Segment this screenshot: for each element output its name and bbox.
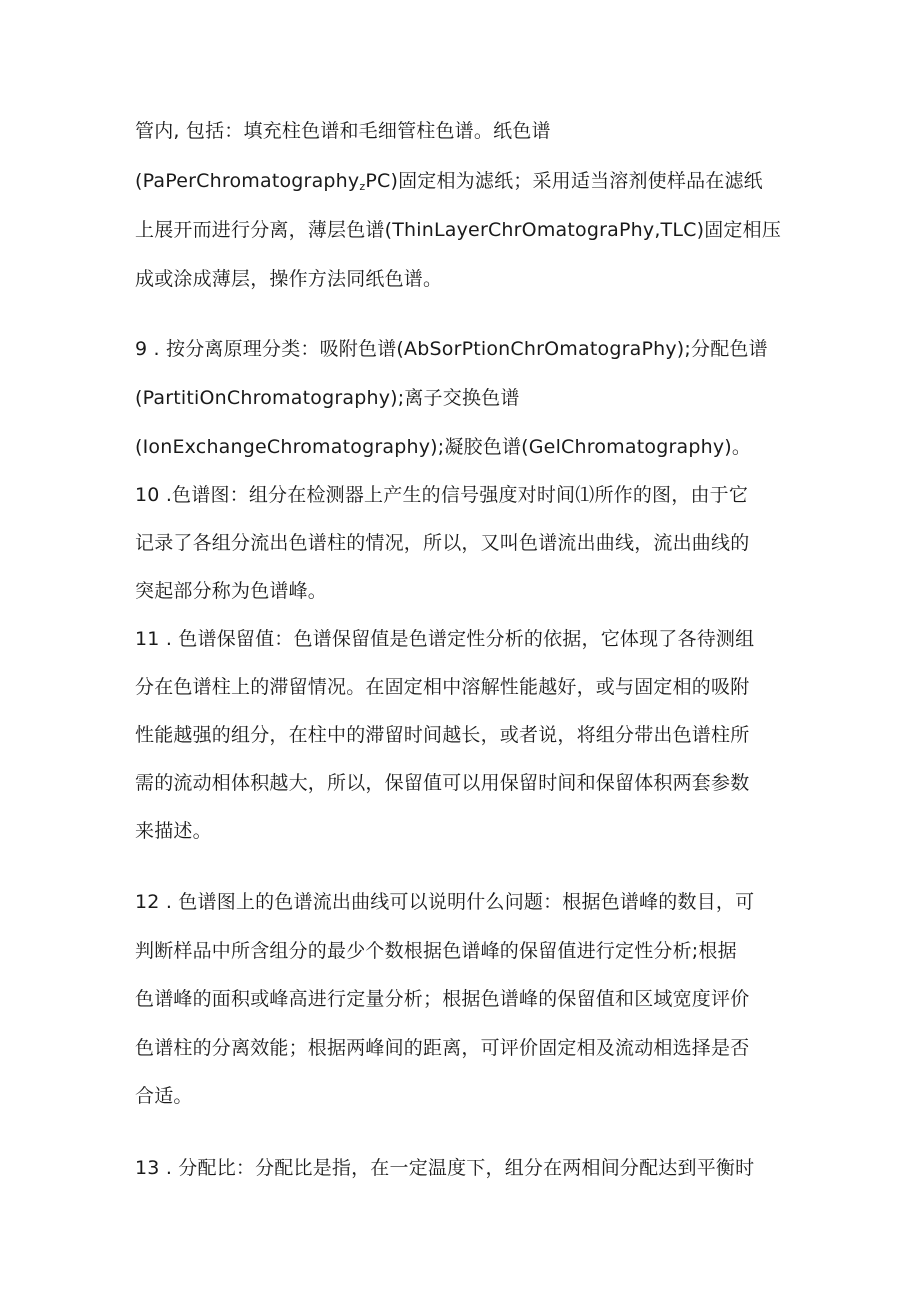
text-line: 管内, 包括：填充柱色谱和毛细管柱色谱。纸色谱: [135, 120, 551, 142]
text-line: 突起部分称为色谱峰。: [135, 580, 328, 602]
text-line: (IonExchangeChromatography);凝胶色谱(GelChromatography)。: [135, 436, 752, 458]
text-line: 上展开而进行分离，薄层色谱(ThinLayerChrOmatograPhy,TLC)固定相压: [135, 219, 782, 241]
text-line: 合适。: [135, 1085, 193, 1107]
text-line: 12 . 色谱图上的色谱流出曲线可以说明什么问题：根据色谱峰的数目，可: [135, 891, 755, 913]
text-line: 成或涂成薄层，操作方法同纸色谱。: [135, 268, 443, 290]
text-line: 记录了各组分流出色谱柱的情况，所以，又叫色谱流出曲线，流出曲线的: [135, 532, 750, 554]
text-line: 来描述。: [135, 820, 212, 842]
text-line: 10 .色谱图：组分在检测器上产生的信号强度对时间⑴所作的图，由于它: [135, 484, 749, 506]
text-line: 13 . 分配比：分配比是指，在一定温度下，组分在两相间分配达到平衡时: [135, 1157, 755, 1179]
text-line: 需的流动相体积越大，所以，保留值可以用保留时间和保留体积两套参数: [135, 772, 750, 794]
text-line: 判断样品中所含组分的最少个数根据色谱峰的保留值进行定性分析;根据: [135, 940, 737, 962]
text-span: PC)固定相为滤纸；采用适当溶剂使样品在滤纸: [365, 170, 763, 192]
text-line: 9 . 按分离原理分类：吸附色谱(AbSorPtionChrOmatograPhy);分配色谱: [135, 338, 768, 360]
text-line: 色谱峰的面积或峰高进行定量分析；根据色谱峰的保留值和区域宽度评价: [135, 988, 750, 1010]
text-line: (PartitiOnChromatography);离子交换色谱: [135, 387, 520, 409]
text-span: (PaPerChromatography: [135, 170, 360, 192]
text-line: 11 . 色谱保留值：色谱保留值是色谱定性分析的依据，它体现了各待测组: [135, 628, 755, 650]
subscript-mark: z: [359, 180, 366, 193]
text-line: 色谱柱的分离效能；根据两峰间的距离，可评价固定相及流动相选择是否: [135, 1037, 750, 1059]
text-line: 分在色谱柱上的滞留情况。在固定相中溶解性能越好，或与固定相的吸附: [135, 676, 750, 698]
text-line: 性能越强的组分，在柱中的滞留时间越长，或者说，将组分带出色谱柱所: [135, 724, 750, 746]
text-line: [135, 167, 763, 201]
